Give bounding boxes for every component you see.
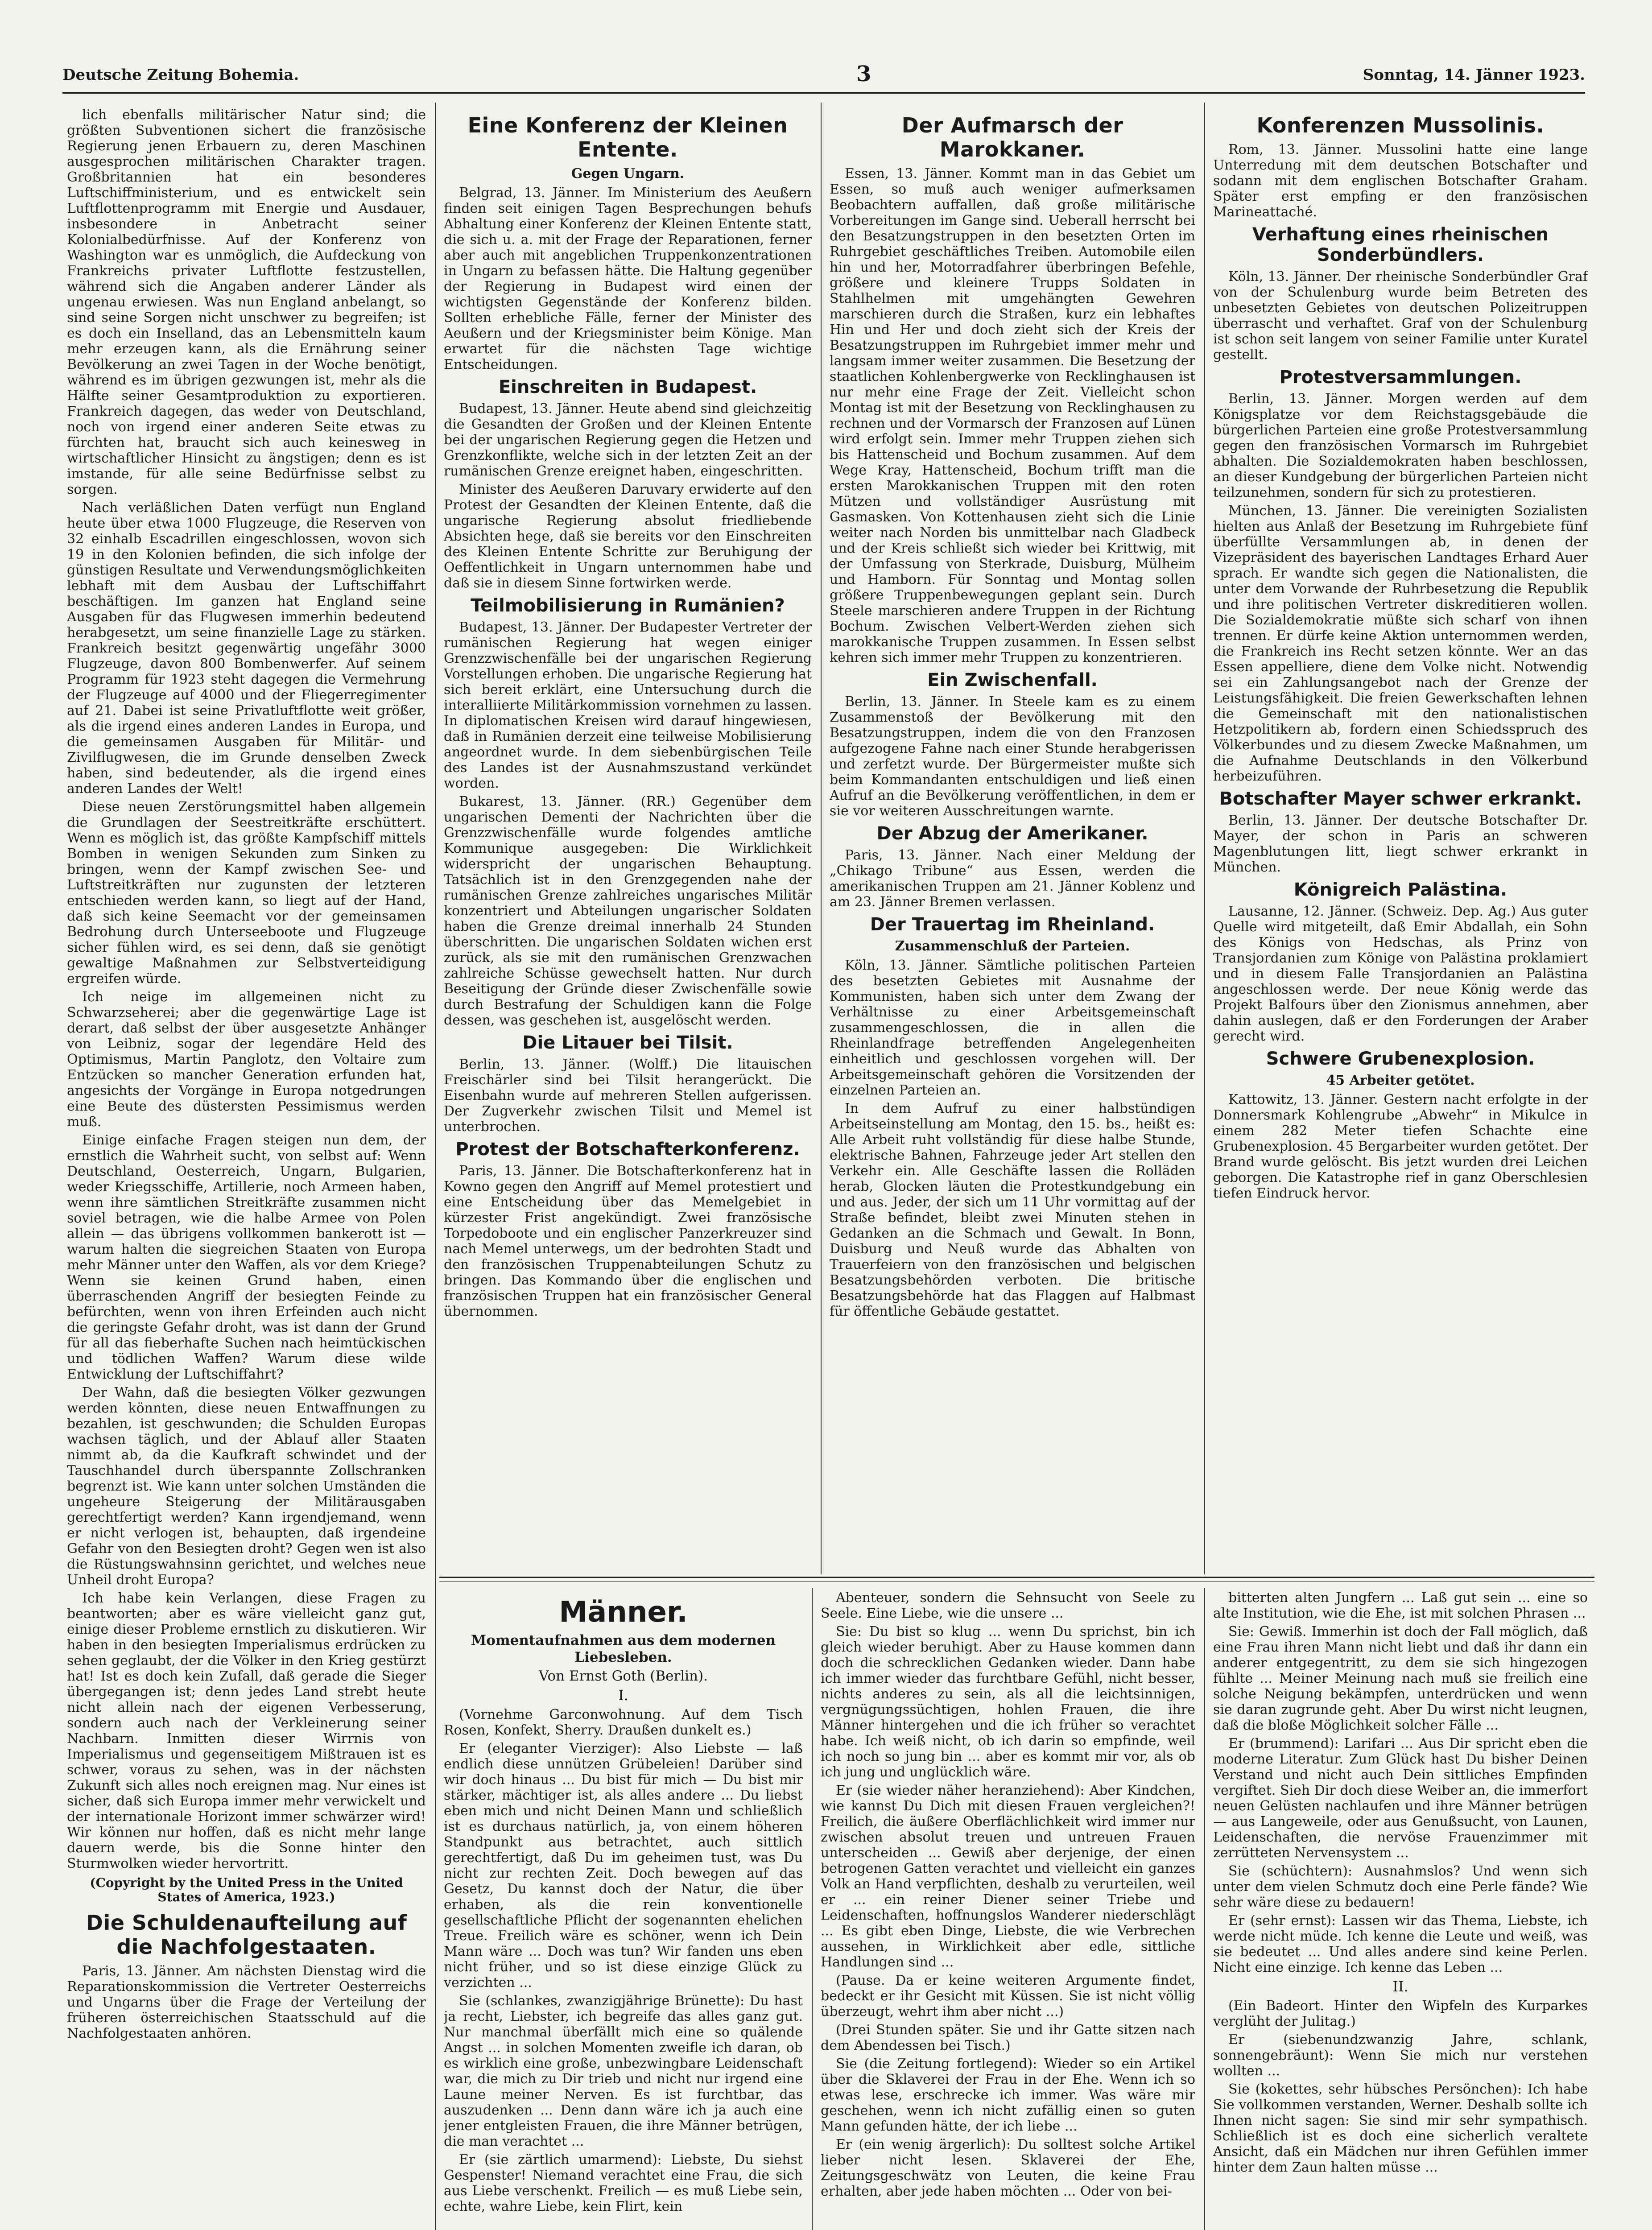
article-subheadline: Gegen Ungarn. — [571, 166, 685, 182]
feuilleton-paragraph: Er (sehr ernst): Lassen wir das Thema, Liebste, ich werde nicht müde. Ich kenne die Leute und weiß, was sie bedeutet ... Und alles andere sind keine Perlen. Nicht eine einzige. Ich kenne das Leben ... — [1213, 1913, 1588, 1975]
article-paragraph: Budapest, 13. Jänner. Heute abend sind gleichzeitig die Gesandten der Großen und der Kleinen Entente bei der ungarischen Regierung gegen die Hetzen und Grenzkonflikte, welche sich in der letzten Zeit an der rumänischen Grenze ereignet haben, eingeschritten. — [444, 401, 812, 479]
feuilleton-paragraph: Sie (schlankes, zwanzigjährige Brünette): Du hast ja recht, Liebster, ich begreife das alles ganz gut. Nur manchmal überfällt mich eine so quälende Angst ... in solchen Momenten zweifle ich daran, ob es wirklich eine große, unbezwingbare Leidenschaft war, die mich zu Dir trieb und nicht nur irgend eine Laune meiner Nerven. Es ist furchtbar, das auszudenken ... Denn dann wäre ich ja auch eine jener entgleisten Frauen, die ihre Männer betrügen, die man verachtet ... — [444, 1993, 803, 2149]
article-headline: Die Litauer bei Tilsit. — [522, 1032, 733, 1053]
page-header — [62, 62, 1585, 97]
article-headline: Schwere Grubenexplosion. — [1266, 1049, 1535, 1069]
article-headline: Verhaftung eines rheinischen Sonderbündlers. — [1252, 224, 1549, 265]
article-headline: Der Trauertag im Rheinland. — [870, 914, 1155, 935]
article-headline: Konferenzen Mussolinis. — [1256, 113, 1545, 137]
article-headline: Der Aufmarsch der Marokkaner. — [901, 113, 1123, 161]
section-numeral: I. — [618, 1687, 628, 1704]
article-headline: Königreich Palästina. — [1293, 880, 1507, 900]
column-4 — [1213, 107, 1588, 1572]
article-paragraph: Kattowitz, 13. Jänner. Gestern nacht erfolgte in der Donnersmark Kohlengrube „Abwehr“ in Mikulce in einem 282 Meter tiefen Schachte eine Grubenexplosion. 45 Bergarbeiter wurden getötet. Der Brand wurde gelöscht. Bis jetzt wurden drei Leichen geborgen. Die Katastrophe rief in ganz Oberschlesien tiefen Eindruck hervor. — [1213, 1092, 1588, 1201]
feuilleton-paragraph: Sie: Du bist so klug ... wenn Du sprichst, bin ich gleich wieder beruhigt. Aber zu Hause kommen dann doch die schrecklichen Gedanken wieder. Dann habe ich immer wieder das furchtbare Gefühl, nicht besser, nichts anderes zu sein, als all die leichtsinnigen, vergnügungssüchtigen, hohlen Frauen, die ihre Männer hintergehen und die ich früher so verachtet habe. Ich weiß nicht, ob ich darin so empfinde, weil ich noch so jung bin ... aber es kommt mir vor, als ob ich jung und unglücklich wäre. — [821, 1624, 1195, 1780]
feuilleton-subtitle: Momentaufnahmen aus dem modernen Liebesleben. — [471, 1632, 776, 1665]
article-paragraph: Bukarest, 13. Jänner. (RR.) Gegenüber dem ungarischen Dementi der Nachrichten über die Grenzzwischenfälle wurde folgendes amtliche Kommunique ausgegeben: Die Wirklichkeit widerspricht der ungarischen Behauptung. Tatsächlich ist in den Grenzgegenden nahe der rumänischen Grenze zahlreiches ungarisches Militär konzentriert und Abteilungen ungarischer Soldaten haben die Grenze dreimal innerhalb 24 Stunden überschritten. Die ungarischen Soldaten wichen erst zurück, als sie mit den rumänischen Grenzwachen zahlreiche Schüsse gewechselt hatten. Nur durch Beseitigung der Gründe dieser Zwischenfälle sowie durch Bestrafung der Schuldigen kann die Folge dessen, was geschehen ist, ausgelöscht werden. — [444, 794, 812, 1028]
feuilleton-paragraph: Sie (die Zeitung fortlegend): Wieder so ein Artikel über die Sklaverei der Frau in der Ehe. Wenn ich so etwas lese, erschrecke ich immer. Was wäre mir geschehen, wenn ich nicht zufällig einen so guten Mann gefunden hätte, der ich liebe ... — [821, 2056, 1195, 2134]
column-rule-1 — [435, 103, 436, 2230]
article-headline: Der Abzug der Amerikaner. — [876, 823, 1148, 844]
article-paragraph: Einige einfache Fragen steigen nun dem, der ernstlich die Wahrheit sucht, von selbst auf: Wenn Deutschland, Oesterreich, Ungarn, Bulgarien, weder Kriegsschiffe, Artillerie, noch Armeen haben, wenn ihre sämtlichen Streitkräfte zusammen nicht soviel betragen, wie die halbe Armee von Polen allein — das übrigens vollkommen bankerott ist — warum halten die siegreichen Staaten von Europa mehr Männer unter den Waffen, als vor dem Kriege? Wenn sie keinen Grund haben, einen überraschenden Angriff der besiegten Feinde zu befürchten, wenn von ihren Erfeinden auch nicht die geringste Gefahr droht, was ist dann der Grund für all das fieberhafte Suchen nach heimtückischen und tödlichen Waffen? Warum diese wilde Entwicklung der Luftschiffahrt? — [67, 1132, 426, 1382]
feuilleton-paragraph: (Ein Badeort. Hinter den Wipfeln des Kurparkes verglüht der Julitag.) — [1213, 1998, 1588, 2029]
article-paragraph: München, 13. Jänner. Die vereinigten Sozialisten hielten aus Anlaß der Besetzung im Ruhrgebiete fünf überfüllte Versammlungen ab, in denen der Vizepräsident des bayerischen Landtages Erhard Auer sprach. Er wandte sich gegen die Nationalisten, die unter dem Vorwande der Ruhrbesetzung die Republik und ihre politischen Vertreter diskreditieren wollen. Die Sozialdemokratie müßte sich scharf von ihnen trennen. Er dürfe keine Aktion unternommen werden, die Frankreich ins Recht setzen könnte. Wer an das Essen appelliere, diene dem Volke nicht. Notwendig sei ein Zahlungsangebot nach der Grenze der Leistungsfähigkeit. Die freien Gewerkschaften lehnen die Gemeinschaft mit den nationalistischen Hetzpolitikern ab, fordern einen Schiedsspruch des Völkerbundes und zu diesem Zwecke Maßnahmen, um die Aufnahme Deutschlands in den Völkerbund herbeizuführen. — [1213, 503, 1588, 784]
feuilleton-byline: Von Ernst Goth (Berlin). — [538, 1668, 708, 1684]
article-headline: Protest der Botschafterkonferenz. — [455, 1139, 800, 1160]
feuilleton-paragraph: Er (sie zärtlich umarmend): Liebste, Du siehst Gespenster! Niemand verachtet eine Frau, die sich aus Liebe verschenkt. Freilich — es muß Liebe sein, echte, wahre Liebe, kein Flirt, kein — [444, 2152, 803, 2214]
feuilleton-paragraph: Er (eleganter Vierziger): Also Liebste — laß endlich diese unnützen Grübeleien! Darüber sind wir doch hinaus ... Du bist für mich — Du bist mir stärker, mächtiger ist, als alles andere ... Du liebst eben mich und nicht Deinen Mann und schließlich ist es durchaus natürlich, ja, von einem höheren Standpunkt aus betrachtet, auch sittlich gerechtfertigt, daß Du im geheimen tust, was Du nicht zur rechten Zeit. Doch bewegen auf das Gesetz, Du kannst doch der Natur, die über erhaben, als die rein konventionelle gesellschaftliche Pflicht der sogenannten ehelichen Treue. Freilich wäre es schöner, wenn ich Dein Mann wäre ... Doch was tun? Wir fanden uns eben nicht früher, und so ist diese einzige Glück zu verzichten ... — [444, 1741, 803, 1990]
feuilleton-paragraph: Sie (kokettes, sehr hübsches Persönchen): Ich habe Sie vollkommen verstanden, Werner. Deshalb sollte ich Ihnen nicht sagen: Sie sind mir sehr sympathisch. Schließlich ist es doch eine sicherlich veraltete Ansicht, daß ein Mädchen nur ihren Gefühlen immer hinter dem Zaun halten müsse ... — [1213, 2081, 1588, 2175]
article-paragraph: Ich neige im allgemeinen nicht zu Schwarzseherei; aber die gegenwärtige Lage ist derart, daß selbst der über ausgesetzte Anhänger von Leibniz, sogar der legendäre Held des Optimismus, Martin Panglotz, den Voltaire zum Entzücken so mancher Generation erfunden hat, angesichts der Vorgänge in Europa notgedrungen eine Beute des düstersten Pessimismus werden muß. — [67, 989, 426, 1130]
section-numeral: II. — [1392, 1978, 1408, 1995]
article-paragraph: Nach verläßlichen Daten verfügt nun England heute über etwa 1000 Flugzeuge, die Reserven von 32 einhalb Escadrillen eingeschlossen, wovon sich 19 in den Kolonien befinden, die sich infolge der günstigen Resultate und Verwendungsmöglichkeiten lebhaft mit dem Ausbau der Luftschiffahrt beschäftigen. Im ganzen hat England seine Ausgaben für das Flugwesen immerhin bedeutend herabgesetzt, um seine finanzielle Lage zu stärken. Frankreich besitzt gegenwärtig ungefähr 3000 Flugzeuge, davon 800 Bombenwerfer. Auf seinem Programm für 1923 steht dagegen die Vermehrung der Flugzeuge auf 4000 und der Fliegerregimenter auf 21. Dabei ist seine Privatluftflotte weit größer, als die irgend eines anderen Landes in Europa, und die gemeinsamen Ausgaben für Militär- und Zivilflugwesen, die im Grunde denselben Zweck haben, sind bedeutender, als die irgend eines anderen Landes der Welt! — [67, 500, 426, 797]
feuilleton-paragraph: bitterten alten Jungfern ... Laß gut sein ... eine so alte Institution, wie die Ehe, ist mit solchen Phrasen ... — [1213, 1590, 1588, 1621]
column-rule-3 — [1204, 103, 1205, 1574]
feuilleton-column-1 — [444, 1590, 803, 2230]
column-2 — [444, 107, 812, 1572]
article-paragraph: Berlin, 13. Jänner. Der deutsche Botschafter Dr. Mayer, der schon in Paris an schweren Magenblutungen litt, liegt schwer erkrankt in München. — [1213, 813, 1588, 875]
article-paragraph: Belgrad, 13. Jänner. Im Ministerium des Aeußern finden seit einigen Tagen Besprechungen behufs Abhaltung einer Konferenz der Kleinen Entente statt, die sich u. a. mit der Frage der Reparationen, ferner aber auch mit angeblichen Truppenkonzentrationen in Ungarn zu befassen hätte. Die Haltung gegenüber der Regierung in Budapest wird einen der wichtigsten Gegenstände der Konferenz bilden. Sollten erhebliche Fälle, ferner der Minister des Aeußern und der Kriegsminister beim Könige. Man erwartet für die nächsten Tage wichtige Entscheidungen. — [444, 185, 812, 372]
article-paragraph: Paris, 13. Jänner. Nach einer Meldung der „Chikago Tribune“ aus Essen, werden die amerikanischen Truppen am 21. Jänner Koblenz und am 23. Jänner Bremen verlassen. — [830, 847, 1195, 910]
feuilleton-paragraph: Er (ein wenig ärgerlich): Du solltest solche Artikel lieber nicht lesen. Sklaverei der Ehe, Zeitungsgeschwätz von Leuten, die keine Frau erhalten, aber jede haben möchten ... Oder von bei- — [821, 2137, 1195, 2199]
article-paragraph: Rom, 13. Jänner. Mussolini hatte eine lange Unterredung mit dem deutschen Botschafter und sodann mit dem englischen Botschafter Graham. Später erst empfing er den französischen Marineattaché. — [1213, 142, 1588, 220]
issue-date: Sonntag, 14. Jänner 1923. — [1363, 66, 1585, 84]
feuilleton-paragraph: (Drei Stunden später. Sie und ihr Gatte sitzen nach dem Abendessen bei Tisch.) — [821, 2022, 1195, 2053]
article-paragraph: Köln, 13. Jänner. Der rheinische Sonderbündler Graf von der Schulenburg wurde beim Betreten des unbesetzten Gebietes von deutschen Polizeitruppen überrascht und verhaftet. Graf von der Schulenburg ist schon seit langem von seiner Familie unter Kuratel gestellt. — [1213, 269, 1588, 363]
article-paragraph: Paris, 13. Jänner. Die Botschafterkonferenz hat in Kowno gegen den Angriff auf Memel protestiert und eine Entscheidung über das Memelgebiet in kürzester Frist angekündigt. Zwei französische Torpedoboote und ein englischer Panzerkreuzer sind nach Memel unterwegs, um der bedrohten Stadt und den französischen Truppenabteilungen Schutz zu bringen. Das Kommando über die englischen und französischen Truppen hat ein französischer General übernommen. — [444, 1163, 812, 1319]
article-headline: Teilmobilisierung in Rumänien? — [471, 595, 785, 616]
feuilleton-paragraph: Abenteuer, sondern die Sehnsucht von Seele zu Seele. Eine Liebe, wie die unsere ... — [821, 1590, 1195, 1621]
article-paragraph: Der Wahn, daß die besiegten Völker gezwungen werden könnten, diese neuen Entwaffnungen zu bezahlen, ist geschwunden; die Schulden Europas wachsen täglich, und der Ablauf aller Staaten nimmt ab, da die Kaufkraft schwindet und der Tauschhandel durch überspannte Zollschranken begrenzt ist. Wie kann unter solchen Umständen die ungeheure Steigerung der Militärausgaben gerechtfertigt werden? Kann irgendjemand, wenn er nicht verlogen ist, behaupten, daß irgendeine Gefahr von den Besiegten droht? Gegen wen ist also die Rüstungswahnsinn gerichtet, und welches neue Unheil droht Europa? — [67, 1385, 426, 1588]
article-paragraph: Minister des Aeußeren Daruvary erwiderte auf den Protest der Gesandten der Kleinen Entente, daß die ungarische Regierung absolut friedliebende Absichten hege, daß sie bereits vor den Einschreiten des Kleinen Entente Schritte zur Beruhigung der Oeffentlichkeit in Ungarn unternommen habe und daß sie in diesem Sinne fortwirken werde. — [444, 482, 812, 591]
article-subheadline: 45 Arbeiter getötet. — [1326, 1073, 1475, 1088]
masthead-left: Deutsche Zeitung Bohemia. — [62, 66, 299, 84]
article-headline: Einschreiten in Budapest. — [498, 377, 757, 397]
column-rule-2 — [821, 103, 822, 1574]
feuilleton-column-3 — [1213, 1590, 1588, 2230]
feuilleton-paragraph: Er (brummend): Larifari ... Aus Dir spricht eben die moderne Literatur. Zum Glück hast Du bisher Deinen Verstand und nicht auch Dein sittliches Empfinden vergiftet. Sieh Dir doch diese Weiber an, die immerfort neuen Gelüsten nachlaufen und ihre Männer betrügen — aus Langeweile, oder aus Genußsucht, von Launen, Leidenschaften, die nervöse Frauenzimmer mit zerrütteten Nervensystem ... — [1213, 1736, 1588, 1861]
feuilleton-paragraph: (Pause. Da er keine weiteren Argumente findet, bedeckt er ihr Gesicht mit Küssen. Sie ist nicht völlig überzeugt, wehrt ihm aber nicht ...) — [821, 1973, 1195, 2019]
feuilleton-paragraph: Er (sie wieder näher heranziehend): Aber Kindchen, wie kannst Du Dich mit diesen Frauen vergleichen?! Freilich, die äußere Oberflächlichkeit wird immer nur zwischen absolut treuen und untreuen Frauen unterscheiden ... Gewiß aber derjenige, der einen betrogenen Gatten verachtet und vielleicht ein ganzes Volk an Hand verpflichten, deshalb zu verurteilen, weil er ... ein reiner Diener seiner Triebe und Leidenschaften, hoffnungslos Wanderer niederschlägt ... Es gibt eben Dinge, Liebste, die wie Verbrechen aussehen, in Wirklichkeit aber edle, sittliche Handlungen sind ... — [821, 1783, 1195, 1970]
article-paragraph: Diese neuen Zerstörungsmittel haben allgemein die Grundlagen der Seestreitkräfte erschüttert. Wenn es möglich ist, das größte Kampfschiff mittels Bomben in wenigen Sekunden zum Sinken zu bringen, wenn der Kampf zwischen See- und Luftstreitkräften nur zugunsten der letzteren entschieden werden kann, so liegt auf der Hand, daß sich keine Seemacht vor der gemeinsamen Bedrohung durch Unterseeboote und Flugzeuge sicher fühlen wird, es sei denn, daß sie genötigt gewaltige Maßnahmen zur Selbstverteidigung ergreifen würde. — [67, 799, 426, 987]
article-paragraph: Budapest, 13. Jänner. Der Budapester Vertreter der rumänischen Regierung hat wegen einiger Grenzzwischenfälle bei der ungarischen Regierung Vorstellungen erhoben. Die ungarische Regierung hat sich bereit erklärt, eine Untersuchung durch die interalliierte Militärkommission vornehmen zu lassen. In diplomatischen Kreisen wird darauf hingewiesen, daß in Rumänien derzeit eine teilweise Mobilisierung angeordnet wurde. In dem siebenbürgischen Teile des Landes ist der Ausnahmszustand verkündet worden. — [444, 619, 812, 791]
article-paragraph: lich ebenfalls militärischer Natur sind; die größten Subventionen sichert die französische Regierung jenen Erbauern zu, deren Maschinen ausgesprochen militärischen Charakter tragen. Großbritannien hat ein besonderes Luftschiffministerium, und es entwickelt sein Luftflottenprogramm mit Energie und Ausdauer, insbesondere in Anbetracht seiner Kolonialbedürfnisse. Auf der Konferenz von Washington war es unmöglich, die Aufdeckung von Frankreichs privater Luftflotte festzustellen, während sich die Angaben anderer Länder als ungenau erwiesen. Was nun England anbelangt, so sind seine Sorgen nicht unschwer zu begreifen; ist es doch ein Inselland, das an Lebensmitteln kaum mehr erzeugen kann, als die Ernährung seiner Bevölkerung an zwei Tagen in der Woche benötigt, während es im übrigen gezwungen ist, mehr als die Hälfte seiner Gesamtproduktion zu exportieren. Frankreich dagegen, das weder von Deutschland, noch von irgend einer anderen Seite etwas zu fürchten hat, braucht sich auch keinesweg in wirtschaftlicher Hinsicht zu ängstigen; denn es ist imstande, für alle seine Bedürfnisse selbst zu sorgen. — [67, 107, 426, 497]
article-headline: Eine Konferenz der Kleinen Entente. — [467, 113, 788, 161]
article-paragraph: Paris, 13. Jänner. Am nächsten Dienstag wird die Reparationskommission die Vertreter Oesterreichs und Ungarns über die Frage der Verteilung der früheren österreichischen Staatsschuld auf die Nachfolgestaaten anhören. — [67, 1963, 426, 2041]
article-paragraph: Berlin, 13. Jänner. In Steele kam es zu einem Zusammenstoß der Bevölkerung mit den Besatzungstruppen, indem die von den Franzosen aufgezogene Fahne nach einer Stunde herabgerissen und zerfetzt wurde. Der Bürgermeister mußte sich beim Kommandanten entschuldigen und ließ einen Aufruf an die Bevölkerung veröffentlichen, in dem er sie vor weiteren Ausschreitungen warnte. — [830, 694, 1195, 819]
header-rule — [62, 92, 1585, 94]
feuilleton-rule-2 — [1204, 1588, 1205, 2230]
feuilleton-rule-thin — [439, 1581, 1594, 1582]
feuilleton-rule-1 — [812, 1588, 813, 2230]
article-paragraph: Lausanne, 12. Jänner. (Schweiz. Dep. Ag.) Aus guter Quelle wird mitgeteilt, daß Emir Abdallah, ein Sohn des Königs von Hedschas, als Prinz von Transjordanien zum Könige von Palästina proklamiert und in diesem Falle Transjordanien an Palästina angeschlossen werde. Der neue König werde das Projekt Balfours über den Zionismus annehmen, aber dahin auslegen, daß er den Forderungen der Araber gerecht wird. — [1213, 904, 1588, 1044]
article-paragraph: Köln, 13. Jänner. Sämtliche politischen Parteien des besetzten Gebietes mit Ausnahme der Kommunisten, haben sich unter dem Zwang der Verhältnisse zu einer Arbeitsgemeinschaft zusammengeschlossen, die in allen die Rheinlandfrage betreffenden Angelegenheiten einheitlich und geschlossen vorgehen will. Der Arbeitsgemeinschaft gehören die Vorsitzenden der einzelnen Parteien an. — [830, 958, 1195, 1098]
article-headline: Protestversammlungen. — [1279, 367, 1522, 388]
article-paragraph: Ich habe kein Verlangen, diese Fragen zu beantworten; aber es wäre vielleicht ganz gut, einige dieser Probleme ernstlich zu diskutieren. Wir haben in den besiegten Imperialismus erdrücken zu sehen geglaubt, der die Völker in den Krieg gestürzt hat! Ist es doch kein Zufall, daß gerade die Sieger übergegangen ist; denn jedes Land strebt heute nicht allein nach der eigenen Verbesserung, sondern auch nach der Verkleinerung seiner Nachbarn. Inmitten dieser Wirrnis von Imperialismus und gegenseitigem Mißtrauen ist es schwer, voraus zu sehen, was in der nächsten Zukunft sich alles noch ereignen mag. Nur eines ist sicher, daß sich Europa immer mehr verwickelt und der internationale Horizont immer schwärzer wird! Wir können nur hoffen, daß es nicht mehr lange dauern werde, bis die Sonne hinter den Sturmwolken wieder hervortritt. — [67, 1590, 426, 1871]
article-headline: Die Schuldenaufteilung auf die Nachfolgestaaten. — [86, 1911, 407, 1959]
feuilleton-paragraph: Sie (schüchtern): Ausnahmslos? Und wenn sich unter dem vielen Schmutz doch eine Perle fände? Wie sehr wäre diese zu bedauern! — [1213, 1863, 1588, 1910]
article-paragraph: Berlin, 13. Jänner. (Wolff.) Die litauischen Freischärler sind bei Tilsit herangerückt. Die Eisenbahn wurde auf mehreren Stellen aufgerissen. Der Zugverkehr zwischen Tilsit und Memel ist unterbrochen. — [444, 1057, 812, 1135]
article-paragraph: In dem Aufruf zu einer halbstündigen Arbeitseinstellung am Montag, den 15. bs., heißt es: Alle Arbeit ruht vollständig für diese halbe Stunde, elektrische Bahnen, Fahrzeuge jeder Art stellen den Verkehr ein. Alle Geschäfte lassen die Rolläden herab, Glocken läuten die Protestkundgebung ein und aus. Jeder, der sich um 11 Uhr vormittag auf der Straße befindet, bleibt zwei Minuten stehen in Gedanken an die Schmach und Gewalt. In Bonn, Duisburg und Neuß wurde das Abhalten von Trauerfeiern von den französischen und belgischen Besatzungsbehörden verboten. Die britische Besatzungsbehörde hat das Flaggen auf Halbmast für öffentliche Gebäude gestattet. — [830, 1101, 1195, 1319]
feuilleton-paragraph: Er (siebenundzwanzig Jahre, schlank, sonnengebräunt): Wenn Sie mich nur verstehen wollten ... — [1213, 2032, 1588, 2079]
feuilleton-column-2 — [821, 1590, 1195, 2230]
article-subheadline: Zusammenschluß der Parteien. — [895, 938, 1130, 954]
page-number: 3 — [856, 62, 871, 87]
feuilleton-rule — [439, 1577, 1594, 1578]
feuilleton-title: Männer. — [559, 1596, 688, 1629]
article-headline: Botschafter Mayer schwer erkrankt. — [1219, 789, 1582, 809]
article-headline: Ein Zwischenfall. — [927, 670, 1098, 690]
column-1 — [67, 107, 426, 2230]
article-paragraph: Berlin, 13. Jänner. Morgen werden auf dem Königsplatze vor dem Reichstagsgebäude die bürgerlichen Parteien eine große Protestversammlung gegen den französischen Vormarsch im Ruhrgebiet abhalten. Die Sozialdemokraten haben beschlossen, an dieser Kundgebung der bürgerlichen Parteien nicht teilzunehmen, sondern für sich zu protestieren. — [1213, 391, 1588, 500]
feuilleton-paragraph: Sie: Gewiß. Immerhin ist doch der Fall möglich, daß eine Frau ihren Mann nicht liebt und daß ihr dann ein anderer entgegentritt, zu dem sie sich hingezogen fühlte ... Meiner Meinung nach muß sie freilich eine solche Neigung bekämpfen, unterdrücken und wenn sie daran zugrunde geht. Aber Du wirst nicht leugnen, daß die bloße Möglichkeit solcher Fälle ... — [1213, 1624, 1588, 1733]
column-3 — [830, 107, 1195, 1572]
feuilleton-paragraph: (Vornehme Garconwohnung. Auf dem Tisch Rosen, Konfekt, Sherry. Draußen dunkelt es.) — [444, 1707, 803, 1738]
article-paragraph: Essen, 13. Jänner. Kommt man in das Gebiet um Essen, so muß auch weniger aufmerksamen Beobachtern auffallen, daß große militärische Vorbereitungen im Gange sind. Ueberall herrscht bei den Besatzungstruppen in den besetzten Orten im Ruhrgebiet geschäftliches Treiben. Automobile eilen hin und her, Motorradfahrer überbringen Befehle, größere und kleinere Trupps Soldaten in Stahlhelmen mit umgehängten Gewehren marschieren durch die Straßen, kurz ein lebhaftes Hin und Her und doch zieht sich der Kreis der Besatzungstruppen im Ruhrgebiet immer mehr und langsam immer weiter zusammen. Die Besetzung der staatlichen Kohlenbergwerke von Recklinghausen ist nur mehr eine Frage der Zeit. Vielleicht schon Montag ist mit der Besetzung von Recklinghausen zu rechnen und der Vormarsch der Franzosen auf Lünen wird erfolgt sein. Immer mehr Truppen ziehen sich bis Hattenscheid und Bochum zusammen. Auf dem Wege Kray, Hattenscheid, Bochum trifft man die ersten Marokkanischen Truppen mit den roten Mützen und vollständiger Ausrüstung mit Gasmasken. Von Kottenhausen zieht sich die Linie weiter nach Norden bis unmittelbar nach Gladbeck und der Kreis schließt sich wieder bei Krittwig, mit der Umfassung von Sterkrade, Duisburg, Mülheim und Hamborn. Für Sonntag und Montag sollen größere Truppenbewegungen geplant sein. Durch Steele marschieren andere Truppen in der Richtung Bochum. Zwischen Velbert-Werden ziehen sich marokkanische Truppen zusammen. In Essen selbst kehren sich immer mehr Truppen zu konzentrieren. — [830, 166, 1195, 665]
copyright-notice: (Copyright by the United Press in the United States of America, 1923.) — [90, 1875, 403, 1904]
